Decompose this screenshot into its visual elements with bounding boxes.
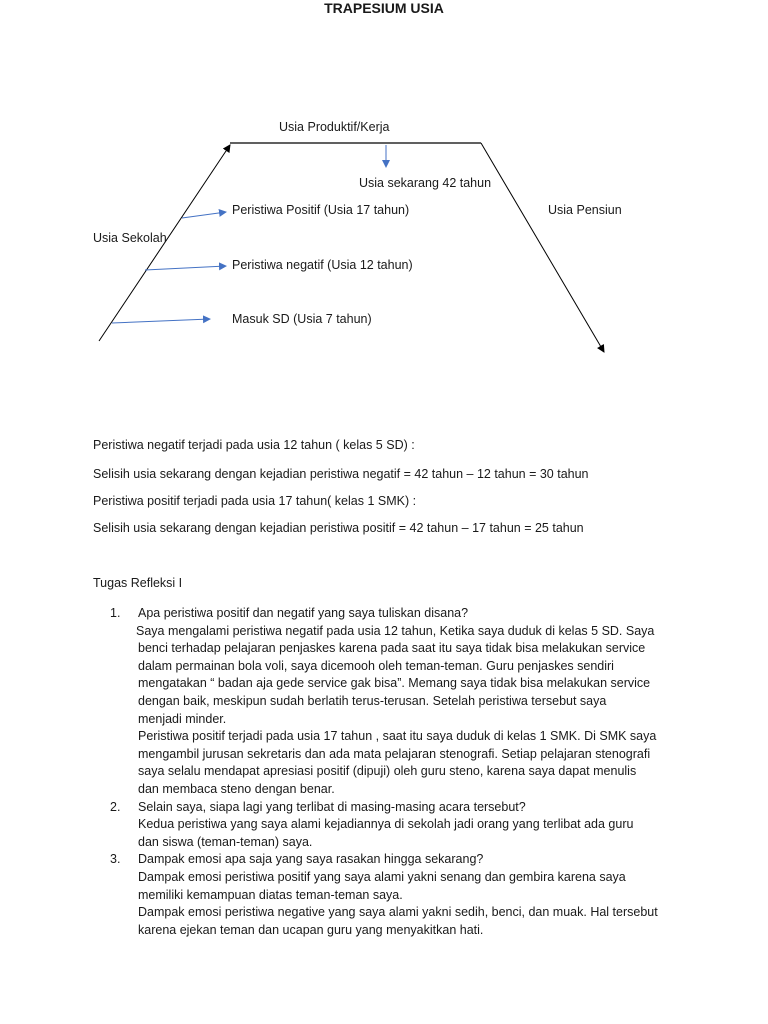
answer-line: mengatakan “ badan aja gede service gak bisa”. Memang saya tidak bisa melakukan service bbox=[138, 676, 651, 691]
positive-event-statement: Peristiwa positif terjadi pada usia 17 tahun( kelas 1 SMK) : bbox=[93, 494, 417, 508]
negative-event-label: Peristiwa negatif (Usia 12 tahun) bbox=[232, 258, 413, 272]
current-age-label: Usia sekarang 42 tahun bbox=[359, 176, 492, 190]
list-item bbox=[110, 851, 710, 939]
answer-line: Dampak emosi peristiwa positif yang saya alami yakni senang dan gembira karena saya bbox=[138, 869, 626, 884]
answer-line: memiliki kemampuan diatas teman-teman saya. bbox=[138, 887, 403, 902]
answer-line: Kedua peristiwa yang saya alami kejadiannya di sekolah jadi orang yang terlibat ada guru bbox=[138, 817, 634, 832]
answer-line: karena ejekan teman dan ucapan guru yang menyakitkan hati. bbox=[138, 922, 484, 937]
positive-difference-calculation: Selisih usia sekarang dengan kejadian peristiwa positif = 42 tahun – 17 tahun = 25 tahun bbox=[93, 521, 584, 535]
answer-line: mengambil jurusan sekretaris dan ada mata pelajaran stenografi. Setiap pelajaran stenografi bbox=[138, 746, 651, 761]
reflection-list bbox=[110, 605, 710, 939]
age-trapezium-diagram bbox=[0, 0, 768, 400]
question-text: Apa peristiwa positif dan negatif yang saya tuliskan disana? bbox=[138, 606, 469, 620]
negative-event-statement: Peristiwa negatif terjadi pada usia 12 tahun ( kelas 5 SD) : bbox=[93, 438, 415, 452]
list-number: 1. bbox=[110, 606, 121, 620]
answer-line: saya selalu mendapat apresiasi positif (dipuji) oleh guru steno, karena saya dapat menulis bbox=[138, 764, 637, 779]
answer-line: dengan baik, meskipun sudah berlatih terus-terusan. Setelah peristiwa tersebut saya bbox=[138, 693, 607, 708]
list-item bbox=[110, 799, 710, 852]
answer-line: Dampak emosi peristiwa negative yang saya alami yakni sedih, benci, dan muak. Hal tersebut bbox=[138, 905, 658, 920]
list-number: 2. bbox=[110, 799, 121, 814]
page-title: TRAPESIUM USIA bbox=[324, 0, 444, 16]
elementary-arrow bbox=[112, 319, 210, 323]
question-text: Selain saya, siapa lagi yang terlibat di masing-masing acara tersebut? bbox=[138, 799, 526, 814]
productive-age-label: Usia Produktif/Kerja bbox=[279, 120, 390, 134]
reflection-heading: Tugas Refleksi I bbox=[93, 576, 183, 590]
positive-event-label: Peristiwa Positif (Usia 17 tahun) bbox=[232, 203, 410, 217]
negative-event-arrow bbox=[145, 266, 226, 270]
answer-line: menjadi minder. bbox=[138, 711, 227, 726]
retirement-arrow bbox=[481, 143, 604, 352]
answer-line: Saya mengalami peristiwa negatif pada usia 12 tahun, Ketika saya duduk di kelas 5 SD. Saya bbox=[136, 623, 655, 638]
retirement-label: Usia Pensiun bbox=[548, 203, 622, 217]
elementary-label: Masuk SD (Usia 7 tahun) bbox=[232, 312, 372, 326]
list-item bbox=[110, 605, 710, 799]
school-age-label: Usia Sekolah bbox=[93, 231, 167, 245]
answer-line: dan membaca steno dengan benar. bbox=[138, 781, 335, 796]
question-text: Dampak emosi apa saja yang saya rasakan hingga sekarang? bbox=[138, 852, 484, 867]
answer-line: Peristiwa positif terjadi pada usia 17 tahun , saat itu saya duduk di kelas 1 SMK. Di SMK saya bbox=[138, 729, 657, 744]
positive-event-arrow bbox=[182, 212, 226, 218]
list-number: 3. bbox=[110, 852, 121, 867]
negative-difference-calculation: Selisih usia sekarang dengan kejadian peristiwa negatif = 42 tahun – 12 tahun = 30 tahun bbox=[93, 467, 589, 481]
answer-line: dan siswa (teman-teman) saya. bbox=[138, 834, 313, 849]
answer-line: benci terhadap pelajaran penjaskes karena pada saat itu saya tidak bisa melakukan service bbox=[138, 641, 646, 656]
answer-line: dalam permainan bola voli, saya dicemooh oleh teman-teman. Guru penjaskes sendiri bbox=[138, 658, 614, 673]
